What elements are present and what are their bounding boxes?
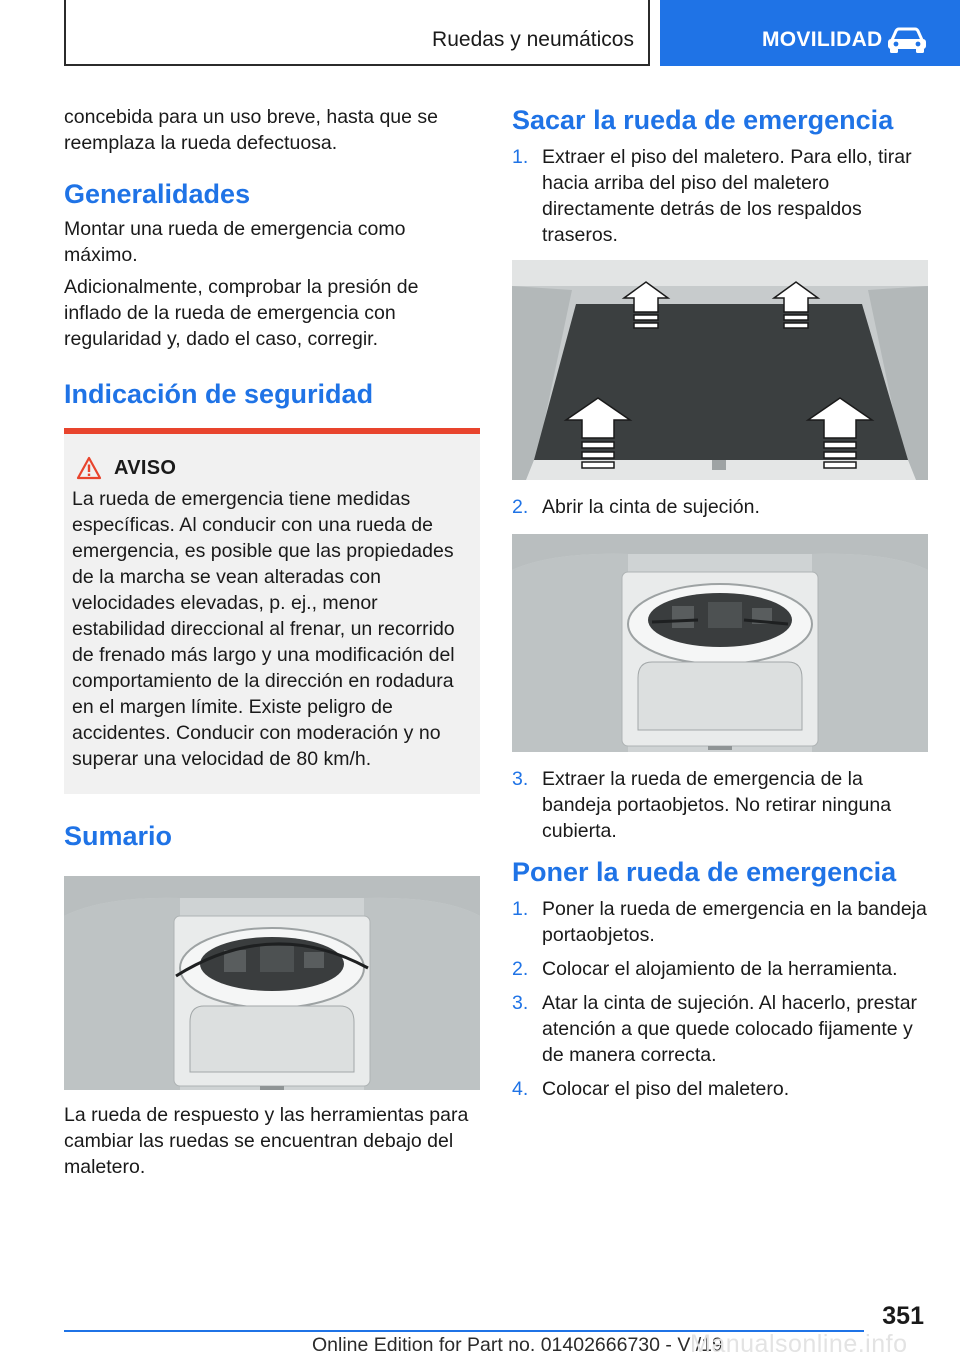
sacar-step-1 — [512, 144, 928, 248]
chapter-tab[interactable] — [660, 0, 960, 66]
step-text: Colocar el piso del maletero. — [542, 1078, 790, 1100]
poner-step-4 — [512, 1076, 928, 1102]
page-number: 351 — [882, 1302, 924, 1330]
step-text: Colocar el alojamiento de la herramienta. — [542, 958, 898, 980]
poner-step-3 — [512, 990, 928, 1068]
sacar-step-2 — [512, 494, 928, 520]
heading-poner: Poner la rueda de emergencia — [512, 857, 897, 887]
step-number: 2. — [512, 958, 529, 980]
generalidades-p1: Montar una rueda de emergencia como máximo. — [64, 218, 406, 266]
chapter-tab-label: MOVILIDAD — [762, 28, 883, 51]
heading-generalidades: Generalidades — [64, 179, 251, 209]
figure-sumario-trunk — [64, 876, 480, 1090]
sacar-steps-part3 — [512, 766, 928, 844]
heading-seguridad: Indicación de seguridad — [64, 379, 374, 409]
heading-sacar: Sacar la rueda de emergencia — [512, 105, 894, 135]
step-text: Extraer la rueda de emergencia de la bandeja portaobjetos. No retirar ninguna cubierta. — [542, 768, 892, 842]
sacar-steps-part1 — [512, 144, 928, 248]
figure-trunk-floor-arrows — [512, 260, 928, 480]
poner-step-2 — [512, 956, 928, 982]
footer-watermark: Manualsonline.info — [690, 1330, 908, 1358]
warning-label: AVISO — [114, 456, 177, 479]
warning-box — [64, 428, 480, 794]
step-number: 3. — [512, 768, 529, 790]
warning-triangle-icon — [76, 456, 102, 480]
footer-edition-text: Online Edition for Part no. 01402666730 - VI/19 — [312, 1334, 723, 1356]
step-number: 1. — [512, 898, 529, 920]
left-column — [64, 104, 480, 1180]
right-column — [512, 104, 928, 1110]
warning-text: La rueda de emergencia tiene medidas específicas. Al conducir con una rueda de emergencia, es posible que las propiedades de la marcha se vean alteradas con velocidades elevadas, p. ej., menor estabilidad direccional al frenar, un recorrido de frenado más largo y una modificación del comportamiento de la dirección en rodadura en el margen límite. Existe peligro de accidentes. Conducir con moderación y no superar una velocidad de 80 km/h. — [72, 488, 455, 770]
car-icon — [886, 26, 928, 54]
poner-steps — [512, 896, 928, 1102]
step-number: 4. — [512, 1078, 529, 1100]
step-text: Poner la rueda de emergencia en la bandeja portaobjetos. — [542, 898, 927, 946]
figure-strap-open — [512, 534, 928, 752]
step-number: 1. — [512, 146, 529, 168]
step-number: 2. — [512, 496, 529, 518]
sacar-step-3 — [512, 766, 928, 844]
step-text: Abrir la cinta de sujeción. — [542, 496, 760, 518]
poner-step-1 — [512, 896, 928, 948]
sumario-caption: La rueda de respuesto y las herramientas para cambiar las ruedas se encuentran debajo del maletero. — [64, 1104, 469, 1178]
step-number: 3. — [512, 992, 529, 1014]
intro-text: concebida para un uso breve, hasta que se reemplaza la rueda defectuosa. — [64, 106, 439, 154]
step-text: Atar la cinta de sujeción. Al hacerlo, prestar atención a que quede colocado fijamente y de manera correcta. — [542, 992, 918, 1066]
step-text: Extraer el piso del maletero. Para ello, tirar hacia arriba del piso del maletero directamente detrás de los respaldos traseros. — [542, 146, 912, 246]
header-section-box — [64, 0, 650, 66]
generalidades-p2: Adicionalmente, comprobar la presión de inflado de la rueda de emergencia con regularidad y, dado el caso, corregir. — [64, 276, 419, 350]
heading-sumario: Sumario — [64, 821, 173, 851]
sacar-steps-part2 — [512, 494, 928, 520]
header-section-title: Ruedas y neumáticos — [432, 28, 634, 51]
